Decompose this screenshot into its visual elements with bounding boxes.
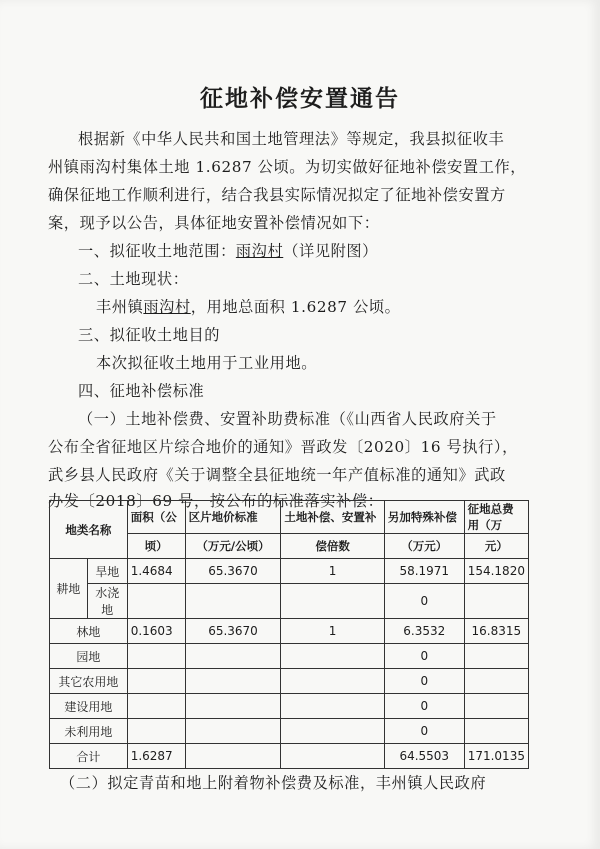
cell-yuandi-name: 园地 — [50, 644, 128, 669]
town-name: 丰州镇 — [96, 298, 144, 316]
cell-heji-extra: 64.5503 — [384, 744, 464, 769]
cell-weili-extra: 0 — [384, 719, 464, 744]
table-row — [50, 694, 529, 719]
cell-empty — [281, 719, 384, 744]
cell-lindi-total: 16.8315 — [464, 619, 528, 644]
section-2-suffix: ，用地总面积 1.6287 公顷。 — [190, 298, 401, 316]
cell-shuijiao-name: 水浇地 — [87, 584, 127, 619]
cell-lindi-name: 林地 — [50, 619, 128, 644]
table-row — [50, 584, 529, 619]
section-2-heading: 二、土地现状： — [78, 270, 189, 288]
cell-qita-name: 其它农用地 — [50, 669, 128, 694]
cell-empty — [127, 694, 185, 719]
section-3-heading: 三、拟征收土地目的 — [78, 326, 221, 344]
cell-empty — [127, 584, 185, 619]
cell-empty — [281, 694, 384, 719]
cell-jianshe-extra: 0 — [384, 694, 464, 719]
header-total-1: 征地总费用（万 — [464, 501, 528, 534]
section-4-sub-2: （二）拟定青苗和地上附着物补偿费及标准，丰州镇人民政府 — [60, 774, 487, 792]
header-extra-2: （万元） — [384, 534, 464, 559]
header-price-1: 区片地价标准 — [185, 501, 281, 534]
village-name: 雨沟村 — [235, 242, 284, 260]
cell-empty — [464, 694, 528, 719]
cell-empty — [464, 719, 528, 744]
header-extra-1: 另加特殊补偿 — [384, 501, 464, 534]
table-row — [50, 559, 529, 584]
section-4-para-2: 公布全省征地区片综合地价的通知》晋政发〔2020〕16 号执行）， — [48, 438, 518, 456]
cell-empty — [281, 584, 384, 619]
table-row — [50, 719, 529, 744]
header-price-2: （万元/公顷） — [185, 534, 281, 559]
cell-empty — [127, 669, 185, 694]
cell-heji-total: 171.0135 — [464, 744, 528, 769]
cell-handi-extra: 58.1971 — [384, 559, 464, 584]
cell-lindi-area: 0.1603 — [127, 619, 185, 644]
cell-handi-area: 1.4684 — [127, 559, 185, 584]
intro-line-3: 确保征地工作顺利进行，结合我县实际情况拟定了征地补偿安置方 — [48, 186, 506, 204]
cell-shuijiao-extra: 0 — [384, 584, 464, 619]
cell-heji-name: 合计 — [50, 744, 128, 769]
cell-lindi-price: 65.3670 — [185, 619, 281, 644]
header-area-1: 面积（公 — [127, 501, 185, 534]
table-header-row — [50, 501, 529, 534]
cell-jianshe-name: 建设用地 — [50, 694, 128, 719]
section-1 — [78, 240, 378, 261]
cell-empty — [464, 669, 528, 694]
section-2-text — [96, 296, 400, 317]
cell-lindi-mult: 1 — [281, 619, 384, 644]
section-1-prefix: 一、拟征收土地范围： — [78, 242, 236, 260]
section-1-suffix: （详见附图） — [283, 242, 378, 260]
village-name-2: 雨沟村 — [143, 298, 191, 316]
section-3-text: 本次拟征收土地用于工业用地。 — [96, 354, 318, 372]
cell-handi-mult: 1 — [281, 559, 384, 584]
cell-empty — [281, 744, 384, 769]
section-4-heading: 四、征地补偿标准 — [78, 382, 205, 400]
cell-gengdi: 耕地 — [50, 559, 88, 619]
header-mult-2: 偿倍数 — [281, 534, 384, 559]
section-4-para-1: （一）土地补偿费、安置补助费标准（《山西省人民政府关于 — [78, 410, 497, 428]
cell-empty — [464, 584, 528, 619]
intro-line-1: 根据新《中华人民共和国土地管理法》等规定，我县拟征收丰 — [78, 130, 505, 148]
section-4-para-3: 武乡县人民政府《关于调整全县征地统一年产值标准的通知》武政 — [48, 466, 506, 484]
cell-empty — [464, 644, 528, 669]
table-row — [50, 669, 529, 694]
compensation-table — [49, 500, 529, 769]
cell-empty — [185, 584, 281, 619]
cell-handi-total: 154.1820 — [464, 559, 528, 584]
cell-empty — [185, 744, 281, 769]
table-row-total — [50, 744, 529, 769]
cell-empty — [127, 644, 185, 669]
section-4-para-4: 办发〔2018〕69 号，按公布的标准落实补偿： — [48, 492, 384, 510]
cell-weili-name: 未利用地 — [50, 719, 128, 744]
header-mult-1: 土地补偿、安置补 — [281, 501, 384, 534]
cell-empty — [281, 669, 384, 694]
cell-empty — [185, 694, 281, 719]
cell-handi-name: 旱地 — [87, 559, 127, 584]
cell-heji-area: 1.6287 — [127, 744, 185, 769]
table-row — [50, 619, 529, 644]
intro-line-4: 案，现予以公告，具体征地安置补偿情况如下： — [48, 214, 380, 232]
cell-empty — [281, 644, 384, 669]
cell-empty — [185, 644, 281, 669]
cell-empty — [127, 719, 185, 744]
cell-lindi-extra: 6.3532 — [384, 619, 464, 644]
cell-yuandi-extra: 0 — [384, 644, 464, 669]
intro-line-2: 州镇雨沟村集体土地 1.6287 公顷。为切实做好征地补偿安置工作， — [48, 158, 527, 176]
cell-qita-extra: 0 — [384, 669, 464, 694]
header-type: 地类名称 — [50, 501, 128, 559]
table-row — [50, 644, 529, 669]
cell-handi-price: 65.3670 — [185, 559, 281, 584]
cell-empty — [185, 719, 281, 744]
page-title: 征地补偿安置通告 — [200, 86, 400, 112]
header-area-2: 顷） — [127, 534, 185, 559]
cell-empty — [185, 669, 281, 694]
header-total-2: 元） — [464, 534, 528, 559]
